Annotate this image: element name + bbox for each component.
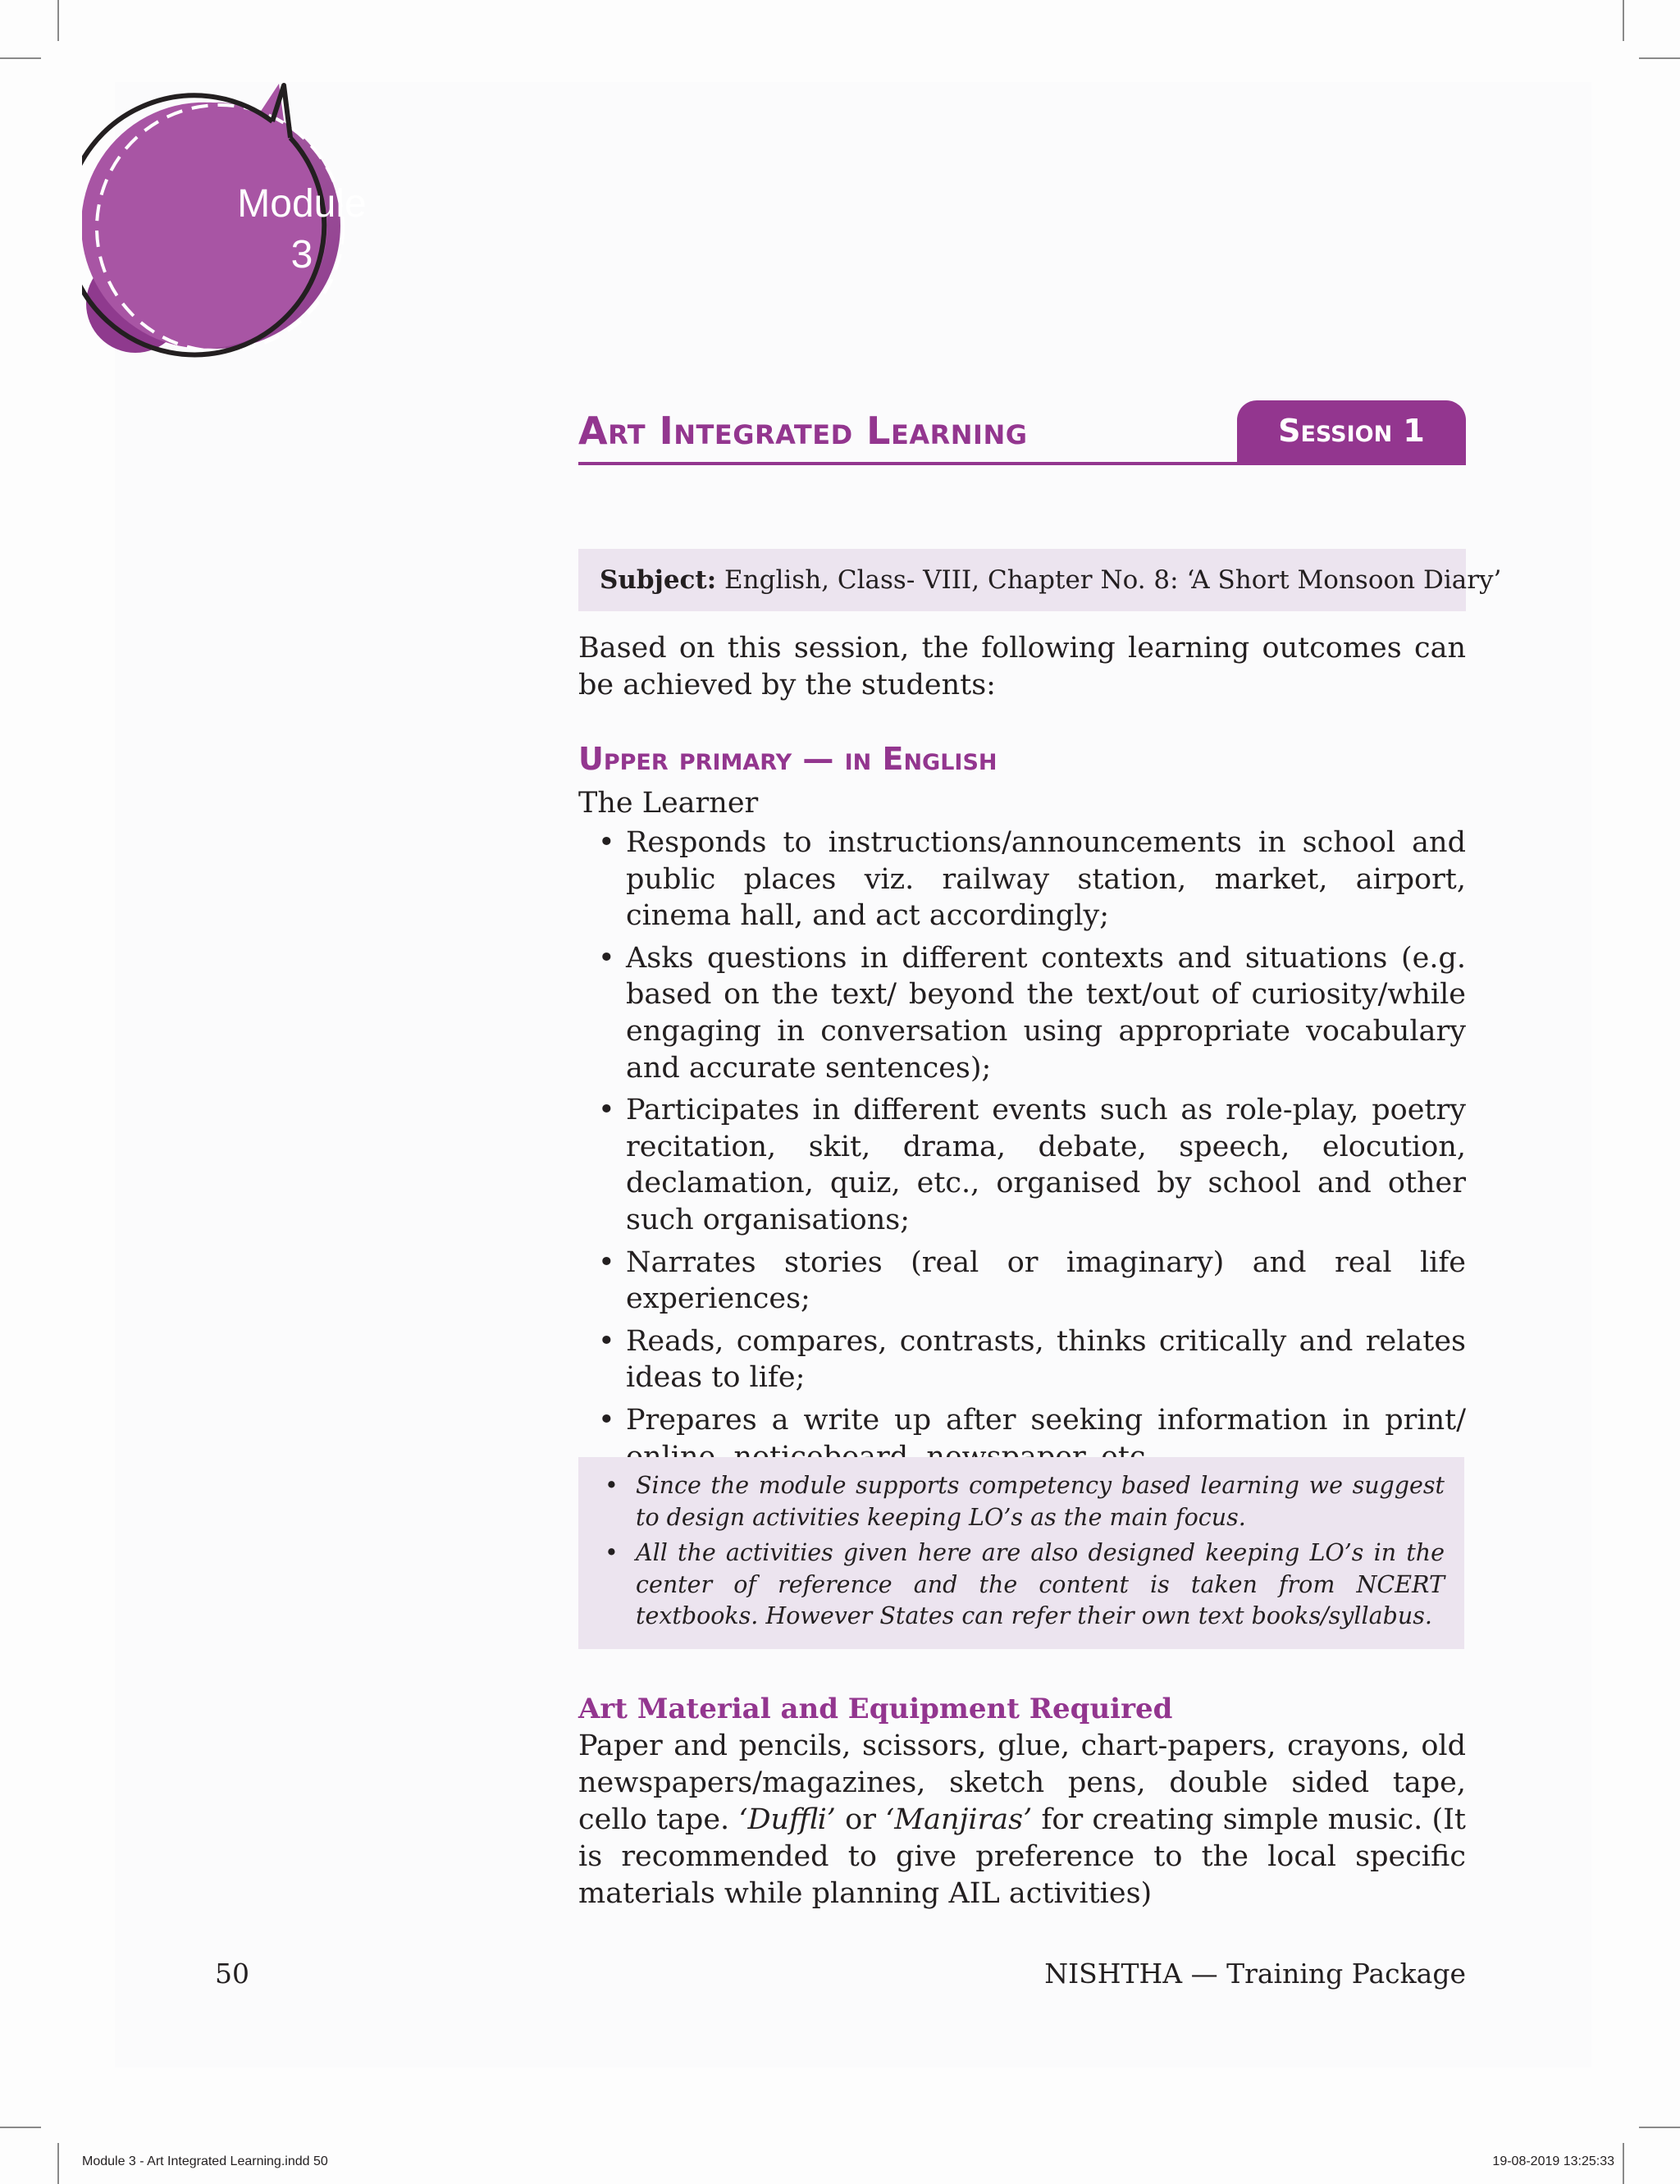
module-badge-number: 3 — [290, 233, 313, 276]
materials-italic-manjiras: ‘Manjiras’ — [885, 1803, 1033, 1836]
page-title: Art Integrated Learning — [578, 409, 1028, 453]
materials-italic-duffli: ‘Duffli’ — [738, 1803, 836, 1836]
module-badge — [82, 74, 367, 361]
notes-list — [595, 1470, 1445, 1633]
outcome-text: Asks questions in different contexts and situations (e.g. based on the text/ beyond the text/out of curiosity/while engaging in conversation using appropriate vocabulary and accurate sentences); — [626, 941, 1466, 1085]
bullet-icon: • — [598, 1094, 615, 1127]
note-text: Since the module supports competency based learning we suggest to design activities keeping LO’s as the main focus. — [636, 1472, 1445, 1531]
bullet-icon: • — [598, 826, 615, 859]
materials-paragraph — [578, 1728, 1466, 1912]
intro-paragraph: Based on this session, the following learning outcomes can be achieved by the students: — [578, 632, 1466, 701]
list-item — [578, 1323, 1466, 1396]
session-tab: Session 1 — [1237, 400, 1466, 464]
materials-text-1: Paper and pencils, scissors, glue, chart-papers, crayons, old newspapers/magazines, sketch pens, double sided tape, cello tape. — [578, 1729, 1466, 1836]
learner-label: The Learner — [578, 787, 759, 820]
title-underline — [578, 462, 1466, 465]
slug-file: Module 3 - Art Integrated Learning.indd 50 — [82, 2154, 328, 2168]
bullet-icon: • — [605, 1472, 619, 1499]
crop-mark-bottom-left-h — [0, 2127, 41, 2128]
crop-mark-top-left-h — [0, 57, 41, 59]
bullet-icon: • — [598, 1324, 615, 1358]
slug-date: 19-08-2019 13:25:33 — [1492, 2154, 1614, 2168]
subject-label: Subject: — [600, 565, 717, 595]
crop-mark-bottom-left-v — [57, 2143, 59, 2184]
crop-mark-top-right-v — [1623, 0, 1624, 41]
note-text: All the activities given here are also designed keeping LO’s in the center of reference and the content is taken from NCERT textbooks. However States can refer their own text books/syllabus. — [636, 1539, 1445, 1629]
list-item — [578, 1092, 1466, 1238]
subject-bar — [578, 549, 1502, 611]
crop-mark-bottom-right-v — [1623, 2143, 1624, 2184]
outcome-text: Reads, compares, contrasts, thinks critically and relates ideas to life; — [626, 1324, 1466, 1395]
learning-outcomes-list — [578, 825, 1466, 1481]
list-item — [578, 825, 1466, 934]
outcome-text: Narrates stories (real or imaginary) and real life experiences; — [626, 1245, 1466, 1316]
materials-text-2: or — [835, 1803, 886, 1836]
crop-mark-bottom-right-h — [1639, 2127, 1680, 2128]
materials-text-3: for creating simple music. (It is recommended to give preference to the local specific materials while planning AIL activities) — [578, 1803, 1466, 1910]
materials-heading: Art Material and Equipment Required — [578, 1693, 1173, 1725]
module-badge-line1: Module — [237, 182, 367, 226]
outcome-text: Prepares a write up after seeking information in print/ — [626, 1403, 1466, 1437]
note-box — [578, 1457, 1464, 1649]
note-item — [595, 1470, 1445, 1533]
bullet-icon: • — [598, 1403, 615, 1437]
section-heading: Upper primary — in English — [578, 741, 998, 777]
list-item — [578, 1245, 1466, 1318]
bullet-icon: • — [605, 1539, 619, 1566]
footer-package: NISHTHA — Training Package — [1044, 1958, 1466, 1990]
outcome-text: Participates in different events such as role-play, poetry recitation, skit, drama, debate, speech, elocution, declamation, quiz, etc., organised by school and other such organisations; — [626, 1094, 1466, 1236]
crop-mark-top-left-v — [57, 0, 59, 41]
crop-mark-top-right-h — [1639, 57, 1680, 59]
note-item — [595, 1537, 1445, 1633]
outcome-text: Responds to instructions/announcements in school and public places viz. railway station, market, airport, cinema hall, and act accordingly; — [626, 826, 1466, 933]
module-badge-label — [203, 179, 400, 281]
list-item — [578, 940, 1466, 1086]
page-number: 50 — [215, 1958, 249, 1990]
subject-text: English, Class- VIII, Chapter No. 8: ‘A Short Monsoon Diary’ — [716, 565, 1502, 595]
bullet-icon: • — [598, 1245, 615, 1279]
bullet-icon: • — [598, 941, 615, 975]
